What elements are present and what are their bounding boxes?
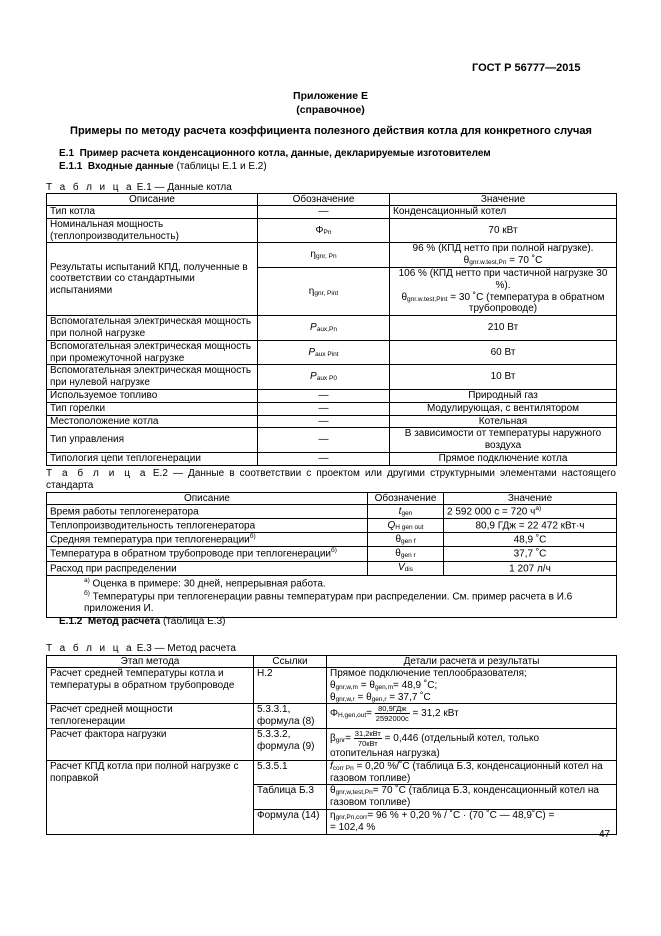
table2: [46, 492, 617, 618]
section-rest: (таблица Е.3): [160, 616, 226, 627]
table-row: Таблица Б.3 $\theta_{gnr,w,test,Pn}= 70$ ˚С (таблица Б.3, конденсационный котел на газовом топливе): [47, 785, 617, 810]
section-e11: [59, 161, 267, 173]
table-row: Тип горелки — Модулирующая, с вентилятором: [47, 402, 617, 415]
table-notes-row: [47, 575, 617, 617]
standard-header: ГОСТ Р 56777—2015: [472, 62, 581, 74]
header-cell: Ссылки: [254, 656, 327, 668]
table-row: Время работы теплогенератора $t_{gen}$ 2 592 000 с = 720 $ч^{а)}$: [47, 505, 617, 519]
table-row: Типология цепи теплогенерации — Прямое подключение котла: [47, 452, 617, 465]
header-cell: Значение: [390, 194, 617, 206]
header-cell: Значение: [444, 493, 617, 505]
table-header-row: [47, 194, 617, 206]
table-row: Расчет фактора нагрузки 5.3.3.2, формула (9) $\beta_{gnr}=$ $\frac{\text{31,2кВт}}{\text{70кВт}}$ = 0,446 (отдельный котел, только отопительная нагрузка): [47, 728, 617, 760]
header-cell: Этап метода: [47, 656, 254, 668]
table-row: Вспомогательная электрическая мощность при нулевой нагрузке $P_{aux P0}$ 10 Вт: [47, 365, 617, 390]
main-title: Примеры по методу расчета коэффициента полезного действия котла для конкретного случая: [70, 125, 592, 137]
table1: [46, 193, 617, 466]
table-header-row: [47, 493, 617, 505]
table-row: Расчет КПД котла при полной нагрузке с поправкой 5.3.5.1 $f_{corr Pn} = 0,20$ %/˚С (таблица Б.3, конденсационный котел на газовом топливе): [47, 760, 617, 785]
table-row: $\eta_{gnr, Pint}$ 106 % (КПД нетто при частичной нагрузке 30 %). $\theta_{gnr.w.test,Pint} = 30$ ˚С (температура в обратном трубопроводе): [47, 267, 617, 315]
section-number: Е.1: [59, 148, 75, 159]
table-row: Вспомогательная электрическая мощность при промежуточной нагрузке $P_{aux Pint}$ 60 Вт: [47, 340, 617, 365]
section-title: Пример расчета конденсационного котла, данные, декларируемые изготовителем: [79, 148, 491, 159]
table-row: Формула (14) $\eta_{gnr,Pn,corr}= 96$ % + 0,20 % / ˚С · (70 ˚С — 48,9˚С) = = 102,4 %: [47, 809, 617, 834]
table-row: Вспомогательная электрическая мощность при полной нагрузке $P_{aux,Pn}$ 210 Вт: [47, 316, 617, 341]
appendix-subtitle: (справочное): [296, 103, 365, 116]
table-note: $^{б)}$ Температуры при теплогенерации равны температурам при распределении. См. пример расчета в И.6 приложения И.: [84, 589, 573, 614]
header-cell: Описание: [47, 493, 368, 505]
table-note: $^{а)}$ Оценка в примере: 30 дней, непрерывная работа.: [84, 576, 326, 589]
section-number: Е.1.2: [59, 616, 83, 627]
table-row: Расход при распределении $V_{dis}$ 1 207 л/ч: [47, 561, 617, 575]
page-number: 47: [599, 829, 611, 840]
table-row: Номинальная мощность (теплопроизводительность) $\Phi_{Pn}$ 70 кВт: [47, 218, 617, 243]
section-e1: [59, 148, 491, 160]
appendix-heading: [0, 90, 661, 117]
table-row: Местоположение котла — Котельная: [47, 415, 617, 428]
table-row: Тип котла — Конденсационный котел: [47, 206, 617, 219]
table-row: Температура в обратном трубопроводе при теплогенерации$^{б)}$ $\theta_{gen r}$ 37,7 ˚С: [47, 547, 617, 561]
table-row: Расчет средней мощности теплогенерации 5.3.3.1, формула (8) $\Phi_{H,gen,out}=$ $\frac{\text{80,9ГДж}}{2592000с}$ = 31,2 кВт: [47, 704, 617, 729]
table3-caption: Т а б л и ц а Е.3 — Метод расчета: [46, 643, 236, 654]
header-cell: Обозначение: [368, 493, 444, 505]
table3: [46, 655, 617, 835]
table-row: Средняя температура при теплогенерации$^{б)}$ $\theta_{gen f}$ 48,9 ˚С: [47, 533, 617, 547]
header-cell: Детали расчета и результаты: [327, 656, 617, 668]
section-title: Метод расчета: [87, 616, 161, 627]
section-e12: [59, 616, 225, 628]
table-header-row: [47, 656, 617, 668]
table2-caption: Т а б л и ц а Е.2 — Данные в соответствии с проектом или другими структурными элементами настоящего стандарта: [46, 468, 616, 491]
table-row: Тип управления — В зависимости от температуры наружного воздуха: [47, 428, 617, 453]
table-row: Результаты испытаний КПД, полученные в соответствии со стандартными испытаниями $\eta_{gnr, Pn}$ 96 % (КПД нетто при полной нагрузке). $\theta_{gnr.w.test,Pn} = 70$ ˚С: [47, 243, 617, 268]
table-row: Используемое топливо — Природный газ: [47, 389, 617, 402]
header-cell: Описание: [47, 194, 258, 206]
table1-caption: Т а б л и ц а Е.1 — Данные котла: [46, 182, 232, 193]
section-rest: (таблицы Е.1 и Е.2): [173, 161, 267, 172]
fraction: $\frac{\text{80,9ГДж}}{2592000с}$: [375, 704, 409, 724]
header-cell: Обозначение: [258, 194, 390, 206]
table-row: Расчет средней температуры котла и температуры в обратном трубопроводе Н.2 Прямое подключение теплообразователя; $\theta_{gnr,w,m} = \theta_{gen,m}= 48,9$ ˚С; $\theta_{gnr,w,r} = \theta_{gen,r} = 37,7$ ˚С: [47, 668, 617, 704]
section-number: Е.1.1: [59, 161, 83, 172]
table-row: Теплопроизводительность теплогенератора $Q_{H gen out}$ 80,9 ГДж = 22 472 кВт·ч: [47, 519, 617, 533]
section-title: Входные данные: [87, 161, 174, 172]
appendix-title: Приложение Е: [293, 90, 368, 102]
fraction: $\frac{\text{31,2кВт}}{\text{70кВт}}$: [354, 728, 381, 748]
